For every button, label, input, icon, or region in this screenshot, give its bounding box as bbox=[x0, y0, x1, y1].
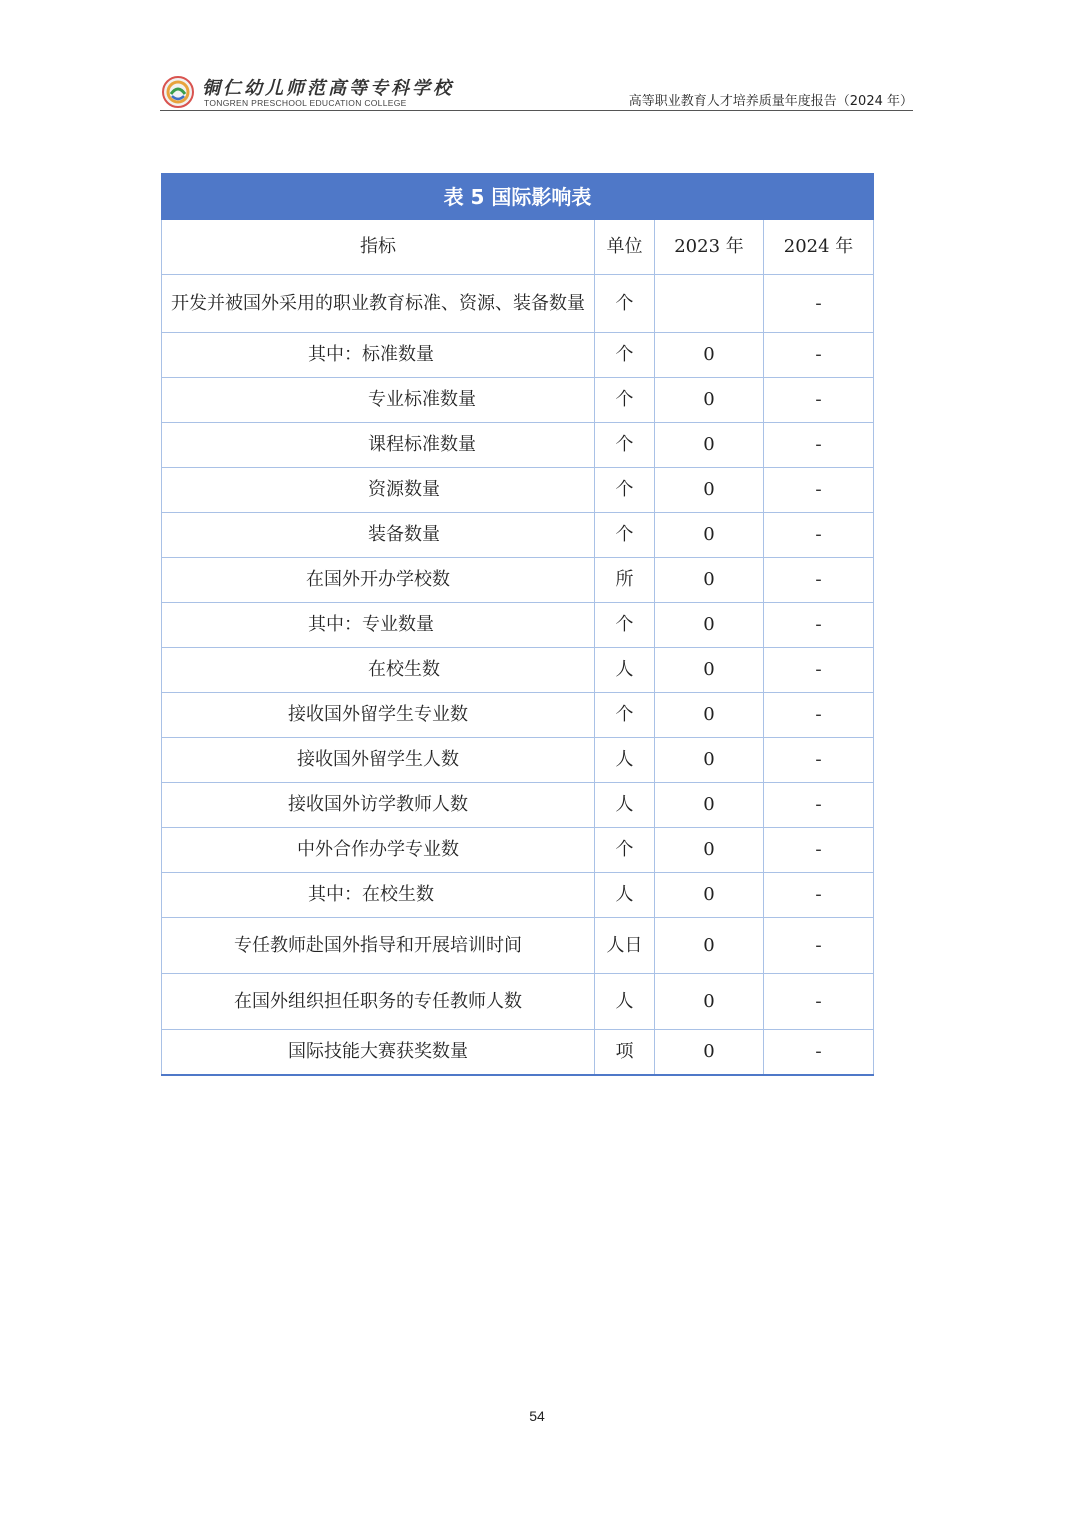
indicator-cell: 专任教师赴国外指导和开展培训时间 bbox=[162, 918, 595, 974]
value-2024-cell: - bbox=[764, 693, 874, 738]
unit-cell: 个 bbox=[595, 423, 655, 468]
value-2024-cell: - bbox=[764, 558, 874, 603]
value-2023-cell: 0 bbox=[655, 783, 764, 828]
indicator-cell: 接收国外留学生人数 bbox=[162, 738, 595, 783]
page-header bbox=[160, 72, 913, 111]
unit-cell: 人 bbox=[595, 974, 655, 1030]
value-2023-cell: 0 bbox=[655, 738, 764, 783]
unit-cell: 人 bbox=[595, 648, 655, 693]
unit-cell: 个 bbox=[595, 828, 655, 873]
value-2023-cell: 0 bbox=[655, 468, 764, 513]
value-2024-cell: - bbox=[764, 738, 874, 783]
international-influence-table bbox=[161, 173, 874, 1076]
unit-cell: 个 bbox=[595, 378, 655, 423]
column-header-unit: 单位 bbox=[595, 220, 655, 275]
value-2024-cell: - bbox=[764, 275, 874, 333]
value-2024-cell: - bbox=[764, 513, 874, 558]
table-row bbox=[162, 423, 874, 468]
value-2024-cell: - bbox=[764, 974, 874, 1030]
column-header-indicator: 指标 bbox=[162, 220, 595, 275]
value-2024-cell: - bbox=[764, 828, 874, 873]
unit-cell: 个 bbox=[595, 603, 655, 648]
value-2024-cell: - bbox=[764, 648, 874, 693]
table-row bbox=[162, 648, 874, 693]
indicator-cell: 在国外开办学校数 bbox=[162, 558, 595, 603]
indicator-cell: 装备数量 bbox=[162, 513, 595, 558]
unit-cell: 人 bbox=[595, 873, 655, 918]
indicator-cell: 其中：在校生数 bbox=[162, 873, 595, 918]
value-2024-cell: - bbox=[764, 423, 874, 468]
indicator-cell: 在校生数 bbox=[162, 648, 595, 693]
indicator-cell: 开发并被国外采用的职业教育标准、资源、装备数量 bbox=[162, 275, 595, 333]
value-2024-cell: - bbox=[764, 468, 874, 513]
indicator-cell: 其中：标准数量 bbox=[162, 333, 595, 378]
value-2023-cell bbox=[655, 275, 764, 333]
indicator-cell: 专业标准数量 bbox=[162, 378, 595, 423]
table-row bbox=[162, 1030, 874, 1076]
table-row bbox=[162, 378, 874, 423]
value-2023-cell: 0 bbox=[655, 693, 764, 738]
table-row bbox=[162, 918, 874, 974]
unit-cell: 个 bbox=[595, 693, 655, 738]
table-row bbox=[162, 873, 874, 918]
report-title: 高等职业教育人才培养质量年度报告（2024 年） bbox=[628, 94, 913, 109]
value-2023-cell: 0 bbox=[655, 828, 764, 873]
indicator-cell: 国际技能大赛获奖数量 bbox=[162, 1030, 595, 1076]
unit-cell: 所 bbox=[595, 558, 655, 603]
value-2023-cell: 0 bbox=[655, 648, 764, 693]
indicator-cell: 接收国外访学教师人数 bbox=[162, 783, 595, 828]
indicator-cell: 中外合作办学专业数 bbox=[162, 828, 595, 873]
value-2024-cell: - bbox=[764, 783, 874, 828]
unit-cell: 人 bbox=[595, 783, 655, 828]
value-2023-cell: 0 bbox=[655, 378, 764, 423]
value-2023-cell: 0 bbox=[655, 1030, 764, 1076]
unit-cell: 人 bbox=[595, 738, 655, 783]
school-name-cn: 铜仁幼儿师范高等专科学校 bbox=[202, 78, 454, 99]
unit-cell: 人日 bbox=[595, 918, 655, 974]
value-2023-cell: 0 bbox=[655, 558, 764, 603]
value-2024-cell: - bbox=[764, 1030, 874, 1076]
value-2023-cell: 0 bbox=[655, 974, 764, 1030]
school-name-en: TONGREN PRESCHOOL EDUCATION COLLEGE bbox=[204, 98, 407, 108]
indicator-cell: 资源数量 bbox=[162, 468, 595, 513]
value-2023-cell: 0 bbox=[655, 918, 764, 974]
table-row bbox=[162, 513, 874, 558]
value-2023-cell: 0 bbox=[655, 873, 764, 918]
value-2024-cell: - bbox=[764, 333, 874, 378]
value-2023-cell: 0 bbox=[655, 423, 764, 468]
table-row bbox=[162, 693, 874, 738]
indicator-cell: 其中：专业数量 bbox=[162, 603, 595, 648]
table-row bbox=[162, 275, 874, 333]
value-2024-cell: - bbox=[764, 378, 874, 423]
table-row bbox=[162, 974, 874, 1030]
value-2023-cell: 0 bbox=[655, 513, 764, 558]
value-2023-cell: 0 bbox=[655, 333, 764, 378]
table-row bbox=[162, 828, 874, 873]
unit-cell: 个 bbox=[595, 513, 655, 558]
column-header-2023: 2023 年 bbox=[655, 220, 764, 275]
table-row bbox=[162, 468, 874, 513]
table-row bbox=[162, 333, 874, 378]
value-2024-cell: - bbox=[764, 603, 874, 648]
indicator-cell: 课程标准数量 bbox=[162, 423, 595, 468]
unit-cell: 项 bbox=[595, 1030, 655, 1076]
table-caption-row bbox=[162, 174, 874, 220]
unit-cell: 个 bbox=[595, 468, 655, 513]
table-header-row bbox=[162, 220, 874, 275]
table-row bbox=[162, 783, 874, 828]
table-row bbox=[162, 738, 874, 783]
table-caption: 表 5 国际影响表 bbox=[162, 174, 874, 220]
unit-cell: 个 bbox=[595, 275, 655, 333]
indicator-cell: 在国外组织担任职务的专任教师人数 bbox=[162, 974, 595, 1030]
unit-cell: 个 bbox=[595, 333, 655, 378]
column-header-2024: 2024 年 bbox=[764, 220, 874, 275]
table-row bbox=[162, 603, 874, 648]
page-number: 54 bbox=[529, 1408, 545, 1424]
school-logo-icon bbox=[162, 76, 194, 108]
value-2024-cell: - bbox=[764, 918, 874, 974]
value-2023-cell: 0 bbox=[655, 603, 764, 648]
table-row bbox=[162, 558, 874, 603]
value-2024-cell: - bbox=[764, 873, 874, 918]
indicator-cell: 接收国外留学生专业数 bbox=[162, 693, 595, 738]
